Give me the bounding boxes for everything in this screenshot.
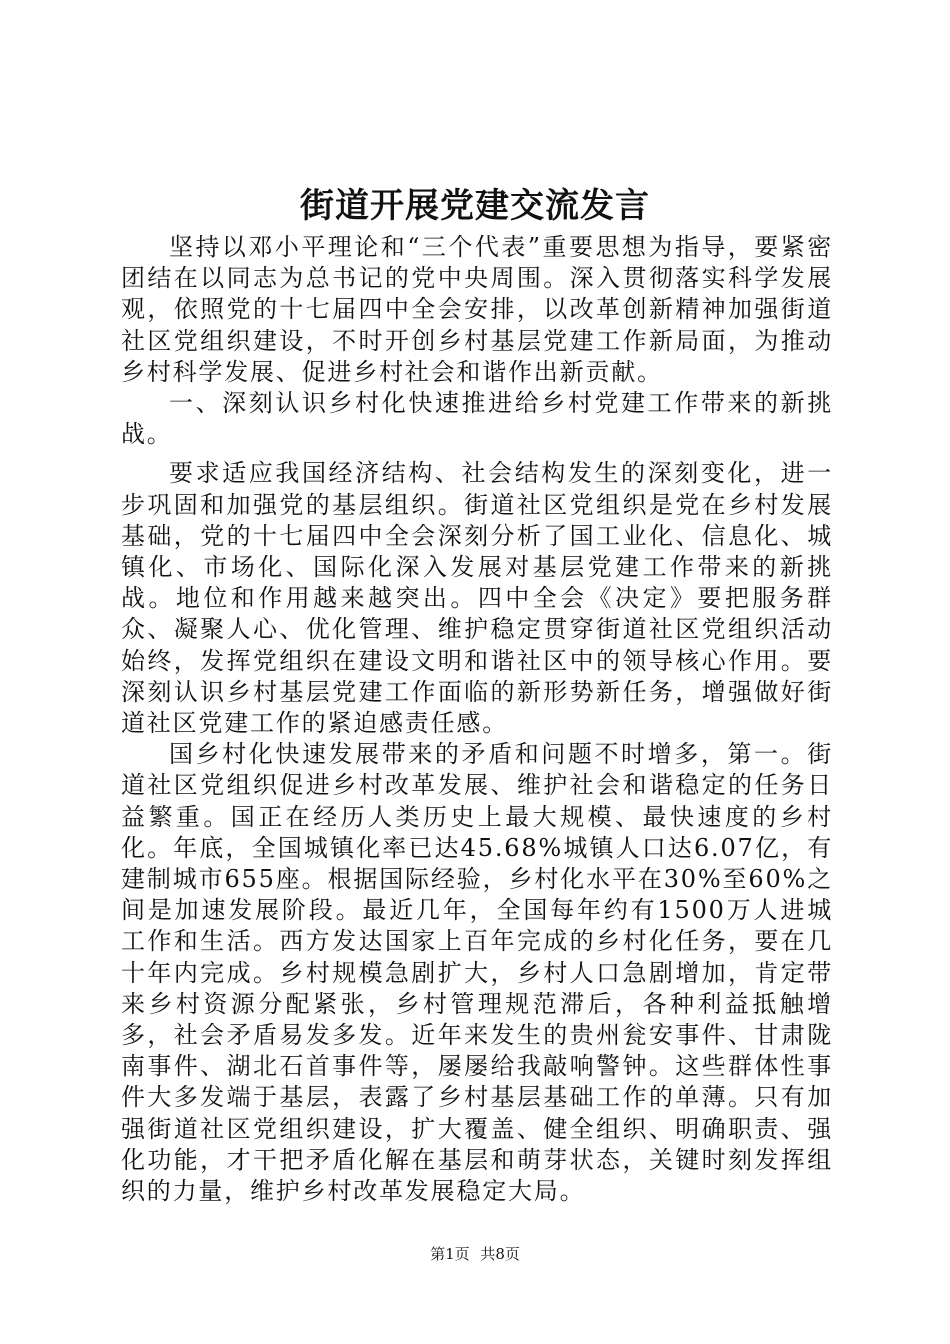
section-heading: 一、深刻认识乡村化快速推进给乡村党建工作带来的新挑战。 xyxy=(121,389,833,449)
page-footer xyxy=(0,1244,950,1264)
paragraph-requirements: 要求适应我国经济结构、社会结构发生的深刻变化，进一步巩固和加强党的基层组织。街道社区党组织是党在乡村发展基础，党的十七届四中全会深刻分析了国工业化、信息化、城镇化、市场化、国际化深入发展对基层党建工作带来的新挑战。地位和作用越来越突出。四中全会《决定》要把服务群众、凝聚人心、优化管理、维护稳定贯穿街道社区党组织活动始终，发挥党组织在建设文明和谐社区中的领导核心作用。要深刻认识乡村基层党建工作面临的新形势新任务，增强做好街道社区党建工作的紧迫感责任感。 xyxy=(121,459,833,738)
document-body xyxy=(121,232,833,1207)
document-title: 街道开展党建交流发言 xyxy=(300,186,650,226)
paragraph-intro: 坚持以邓小平理论和“三个代表”重要思想为指导，要紧密团结在以同志为总书记的党中央周围。深入贯彻落实科学发展观，依照党的十七届四中全会安排，以改革创新精神加强街道社区党组织建设，不时开创乡村基层党建工作新局面，为推动乡村科学发展、促进乡村社会和谐作出新贡献。 xyxy=(121,233,833,386)
paragraph-urbanization: 国乡村化快速发展带来的矛盾和问题不时增多，第一。街道社区党组织促进乡村改革发展、维护社会和谐稳定的任务日益繁重。国正在经历人类历史上最大规模、最快速度的乡村化。年底，全国城镇化率已达45.68%城镇人口达6.07亿，有建制城市655座。根据国际经验，乡村化水平在30%至60%之间是加速发展阶段。最近几年，全国每年约有1500万人进城工作和生活。西方发达国家上百年完成的乡村化任务，要在几十年内完成。乡村规模急剧扩大，乡村人口急剧增加，肯定带来乡村资源分配紧张，乡村管理规范滞后，各种利益抵触增多，社会矛盾易发多发。近年来发生的贵州瓮安事件、甘肃陇南事件、湖北石首事件等，屡屡给我敲响警钟。这些群体性事件大多发端于基层，表露了乡村基层基础工作的单薄。只有加强街道社区党组织建设，扩大覆盖、健全组织、明确职责、强化功能，才干把矛盾化解在基层和萌芽状态，关键时刻发挥组织的力量，维护乡村改革发展稳定大局。 xyxy=(121,740,833,1206)
page-number: 第1页 xyxy=(430,1245,470,1263)
page-total: 共8页 xyxy=(480,1245,520,1263)
